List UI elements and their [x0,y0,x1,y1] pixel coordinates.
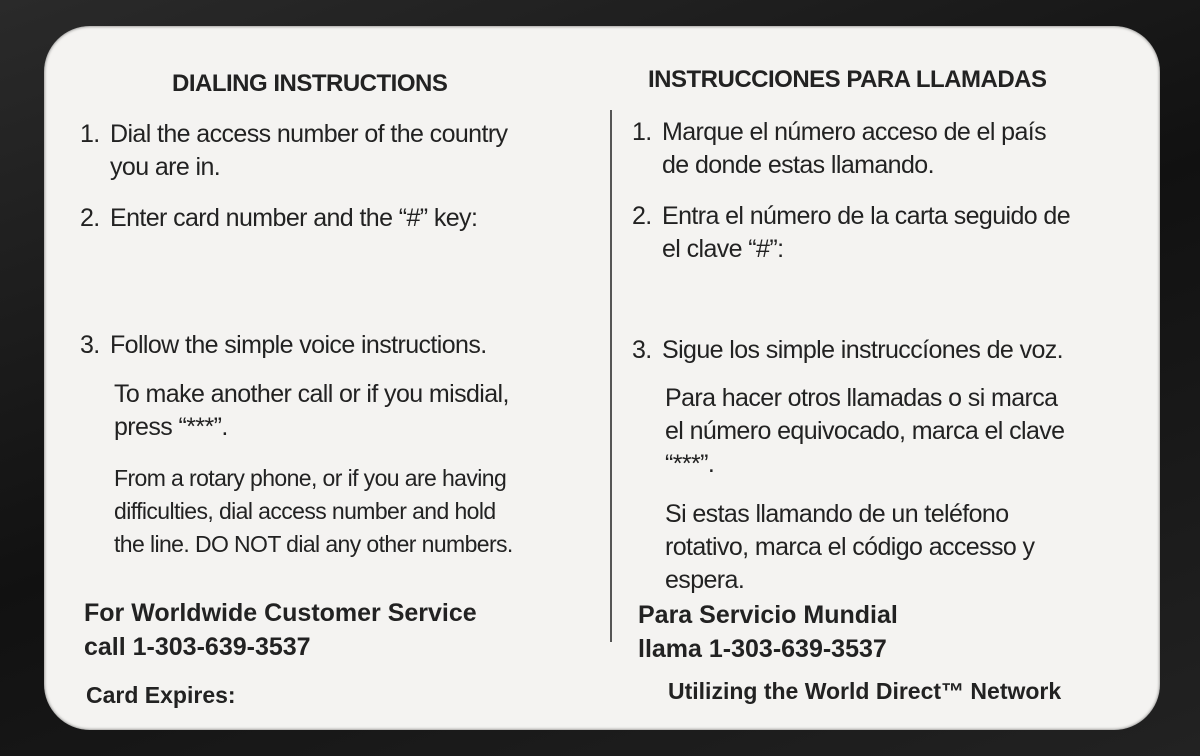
calling-card-back [44,26,1160,730]
step-text: you are in. [110,153,221,181]
english-step-2 [80,202,477,235]
step-number: 1. [632,118,652,146]
spanish-step-3 [632,334,1063,367]
spanish-rotary-note [665,498,1034,597]
spanish-step-1 [632,116,1046,182]
note-line: From a rotary phone, or if you are having [114,465,507,491]
spanish-heading: INSTRUCCIONES PARA LLAMADAS [648,66,1047,93]
step-text: Follow the simple voice instructions. [110,331,487,359]
column-divider [610,110,612,642]
note-line: “***”. [665,450,715,478]
step-text: Sigue los simple instruccíones de voz. [662,336,1064,364]
note-line: Para hacer otros llamadas o si marca [665,384,1058,412]
step-text: el clave “#”: [662,235,784,263]
service-phone: call 1-303-639-3537 [84,633,311,661]
spanish-customer-service [638,598,898,666]
note-line: To make another call or if you misdial, [114,380,509,408]
english-heading: DIALING INSTRUCTIONS [172,70,448,97]
step-number: 2. [80,204,100,232]
note-line: difficulties, dial access number and hold [114,498,496,524]
note-line: Si estas llamando de un teléfono [665,500,1009,528]
step-text: Marque el número acceso de el país [662,118,1046,146]
card-expires-label: Card Expires: [86,682,236,708]
step-text: Enter card number and the “#” key: [110,204,478,232]
spanish-misdial-note [665,382,1064,481]
english-misdial-note [114,378,509,444]
english-customer-service [84,596,477,664]
note-line: rotativo, marca el código accesso y [665,533,1035,561]
step-text: Dial the access number of the country [110,120,508,148]
spanish-step-2 [632,200,1070,266]
step-text: Entra el número de la carta seguido de [662,202,1071,230]
english-step-1 [80,118,507,184]
note-line: el número equivocado, marca el clave [665,417,1065,445]
step-text: de donde estas llamando. [662,151,934,179]
note-line: press “***”. [114,413,228,441]
service-line: Para Servicio Mundial [638,601,898,629]
step-number: 2. [632,202,652,230]
network-label: Utilizing the World Direct™ Network [668,678,1062,704]
step-number: 3. [80,331,100,359]
note-line: espera. [665,566,745,594]
english-step-3 [80,329,487,362]
service-phone: llama 1-303-639-3537 [638,635,887,663]
step-number: 3. [632,336,652,364]
note-line: the line. DO NOT dial any other numbers. [114,531,513,557]
english-rotary-note [114,462,513,561]
service-line: For Worldwide Customer Service [84,599,477,627]
step-number: 1. [80,120,100,148]
